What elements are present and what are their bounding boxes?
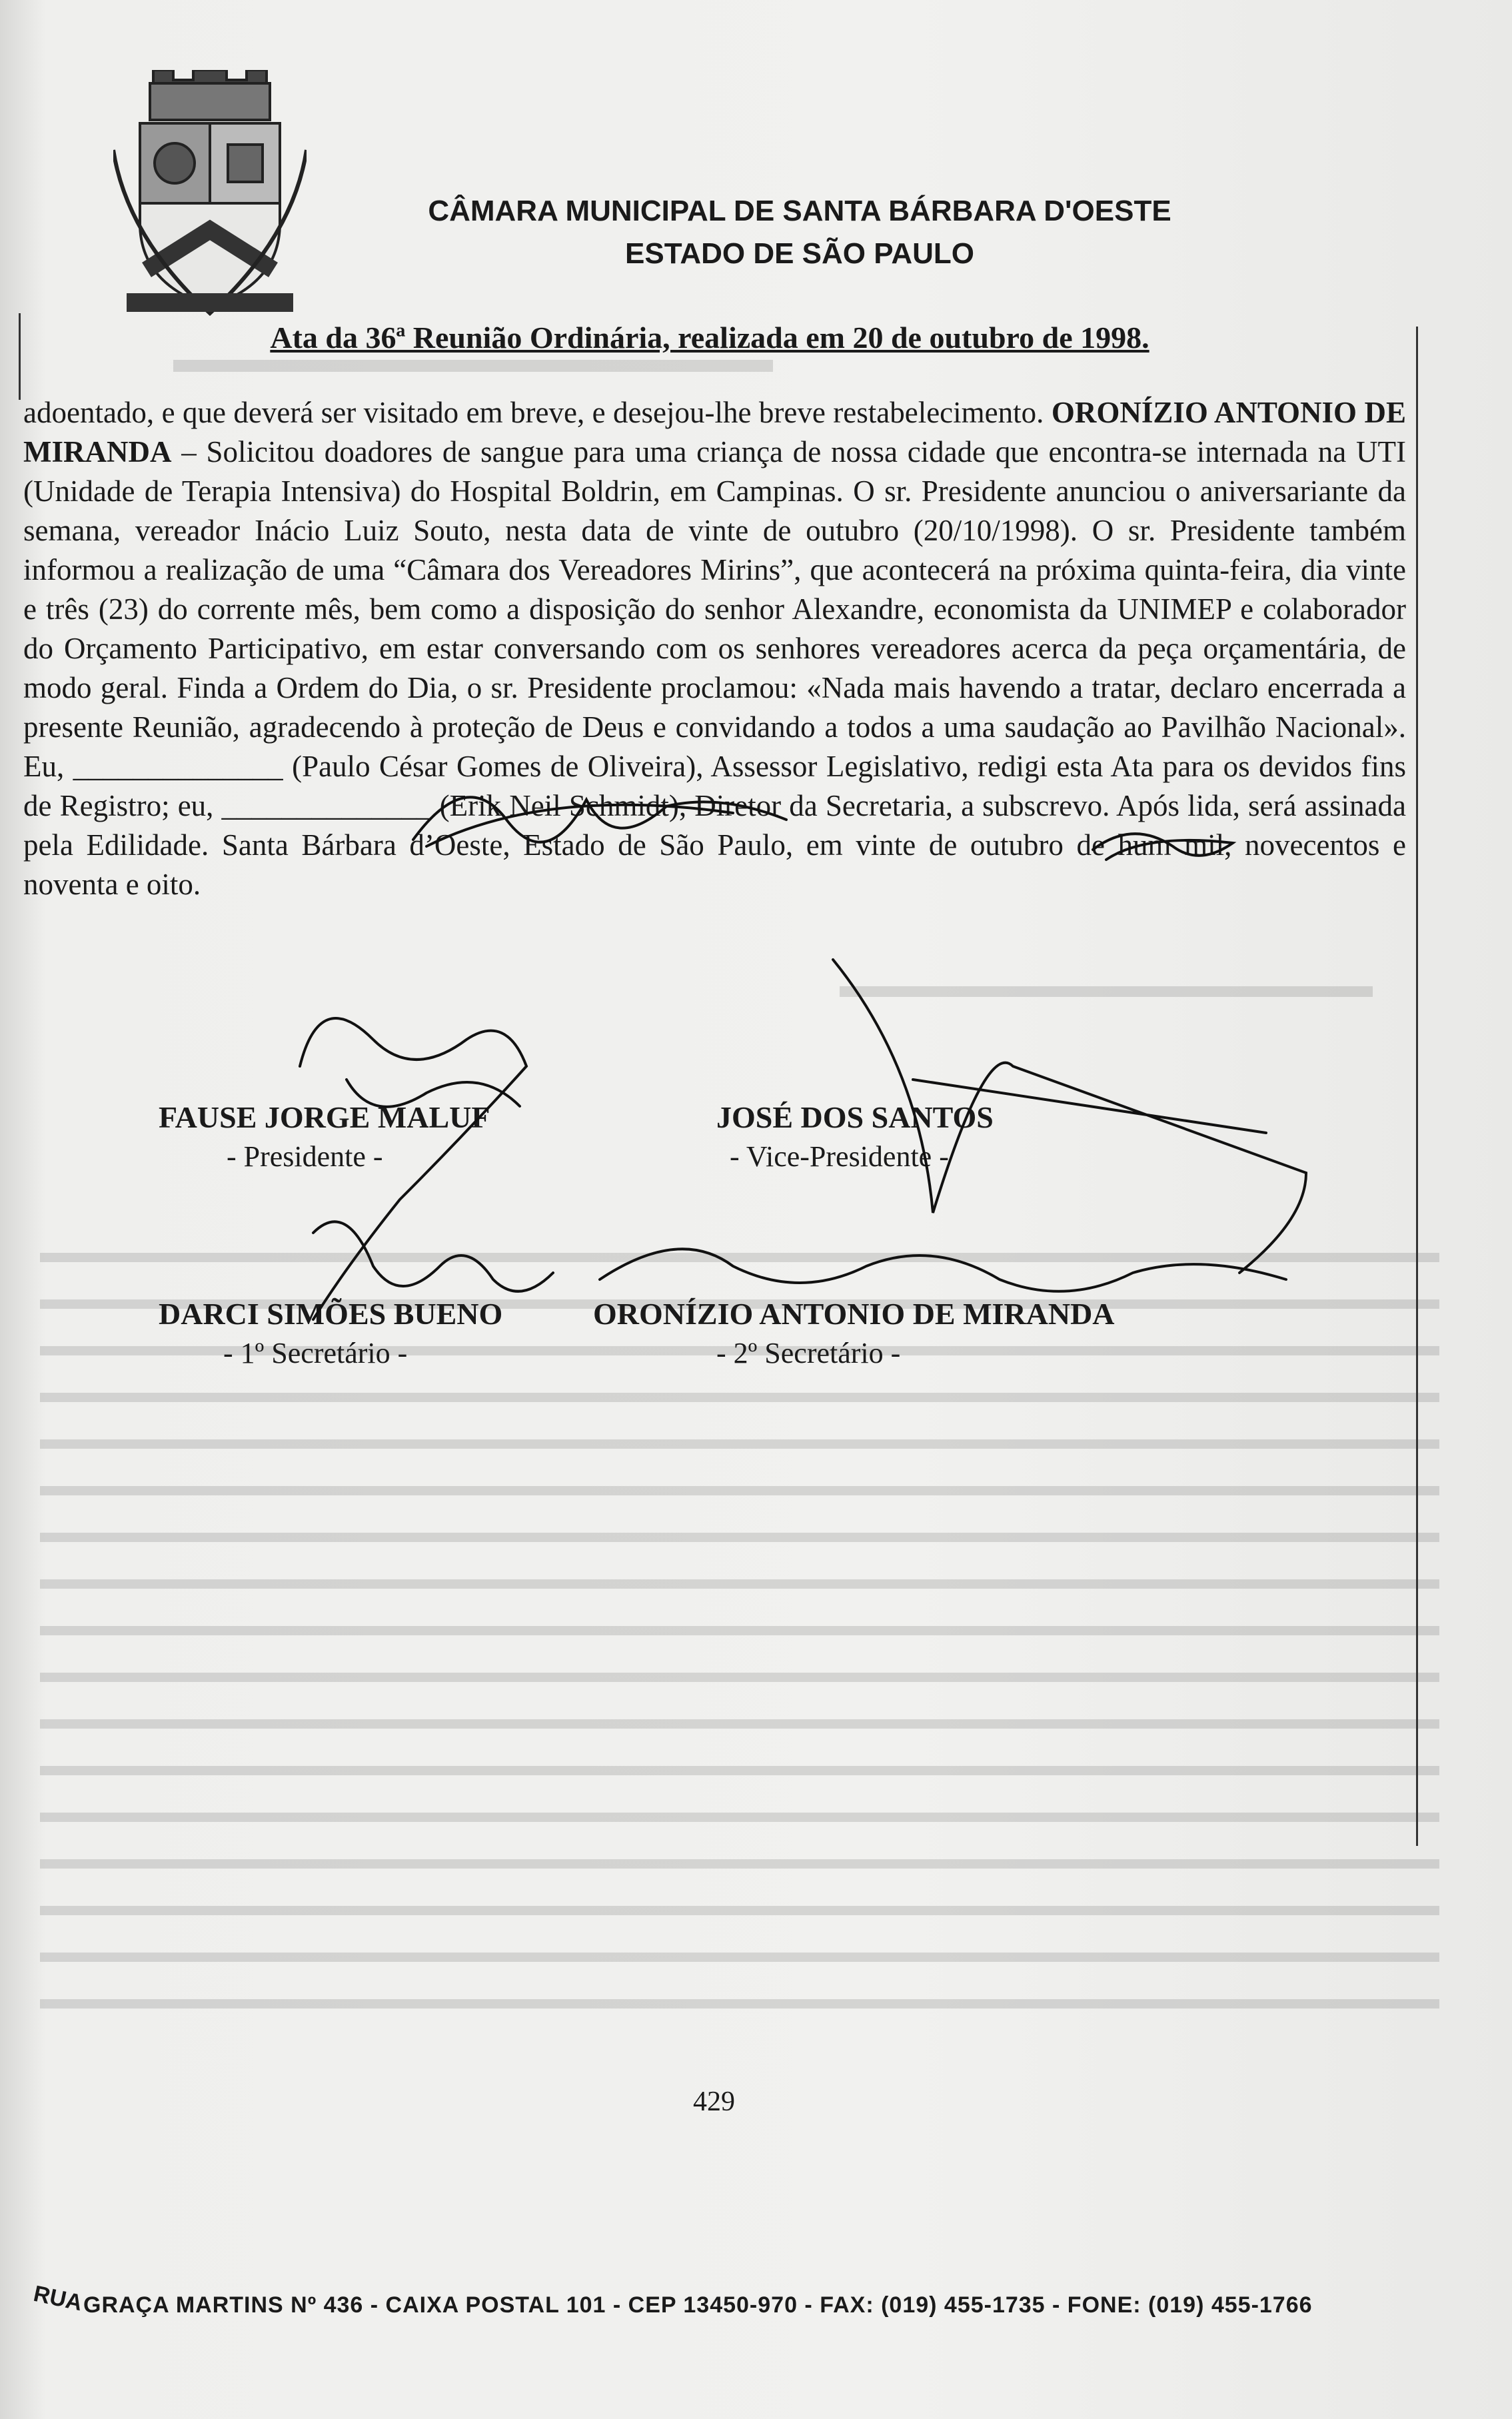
signatory-role-4: - 2º Secretário -: [716, 1337, 901, 1369]
speaker-name: ORONÍZIO ANTONIO DE MIRANDA: [23, 396, 1406, 468]
body-segment-1: adoentado, e que deverá ser visitado em breve, e desejou-lhe breve restabelecimento.: [23, 396, 1052, 429]
header-line-1: CÂMARA MUNICIPAL DE SANTA BÁRBARA D'OESTE: [428, 195, 1171, 227]
signatory-role-2: - Vice-Presidente -: [730, 1140, 949, 1173]
signatory-name-1: FAUSE JORGE MALUF: [159, 1100, 490, 1134]
signatory-role-1: - Presidente -: [227, 1140, 383, 1173]
signatory-name-4: ORONÍZIO ANTONIO DE MIRANDA: [593, 1297, 1115, 1331]
institution-header: [333, 190, 1266, 275]
body-paragraph: [23, 393, 1406, 904]
header-line-2: ESTADO DE SÃO PAULO: [625, 237, 974, 270]
signatory-name-3: DARCI SIMÕES BUENO: [159, 1297, 503, 1331]
page-number: 429: [693, 2086, 735, 2117]
signatory-role-3: - 1º Secretário -: [223, 1337, 408, 1369]
municipal-crest-icon: [113, 70, 307, 317]
signature-first-secretary: [313, 1221, 553, 1291]
minutes-body: [23, 393, 1406, 904]
body-segment-2: – Solicitou doadores de sangue para uma criança de nossa cidade que encontra-se internada na UTI (Unidade de Terapia Intensiva) do Hospital Boldrin, em Campinas. O sr. Presidente anunciou o aniversariante da semana, vereador Inácio Luiz Souto, nesta data de vinte de outubro (20/10/1998). O sr. Presidente também informou a realização de uma “Câmara dos Vereadores Mirins”, que acontecerá na próxima quinta-feira, dia vinte e três (23) do corrente mês, bem como a disposição do senhor Alexandre, economista da UNIMEP e colaborador do Orçamento Participativo, em estar conversando com os senhores vereadores acerca da peça orçamentária, de modo geral. Finda a Ordem do Dia, o sr. Presidente proclamou: «Nada mais havendo a tratar, declaro encerrada a presente Reunião, agradecendo à proteção de Deus e convidando a todos a uma saudação ao Pavilhão Nacional». Eu, ______________ (Paulo César Gomes de Oliveira), Assessor Legislativo, redigi esta Ata para os devidos fins de Registro; eu, ______________ (Erik Neil Schmidt), Diretor da Secretaria, a subscrevo. Após lida, será assinada pela Edilidade. Santa Bárbara d’Oeste, Estado de São Paulo, em vinte de outubro de hum mil, novecentos e noventa e oito.: [23, 435, 1406, 901]
margin-line-left: [19, 313, 21, 400]
footer-address: GRAÇA MARTINS Nº 436 - CAIXA POSTAL 101 - CEP 13450-970 - FAX: (019) 455-1735 - FONE: (019) 455-1766: [83, 2292, 1313, 2318]
signatory-name-2: JOSÉ DOS SANTOS: [716, 1100, 994, 1134]
signature-second-secretary: [600, 1249, 1286, 1291]
margin-line-right: [1416, 327, 1418, 1846]
footer-rua: RUA: [31, 2280, 85, 2316]
minutes-title: Ata da 36ª Reunião Ordinária, realizada em 20 de outubro de 1998.: [270, 321, 1149, 355]
